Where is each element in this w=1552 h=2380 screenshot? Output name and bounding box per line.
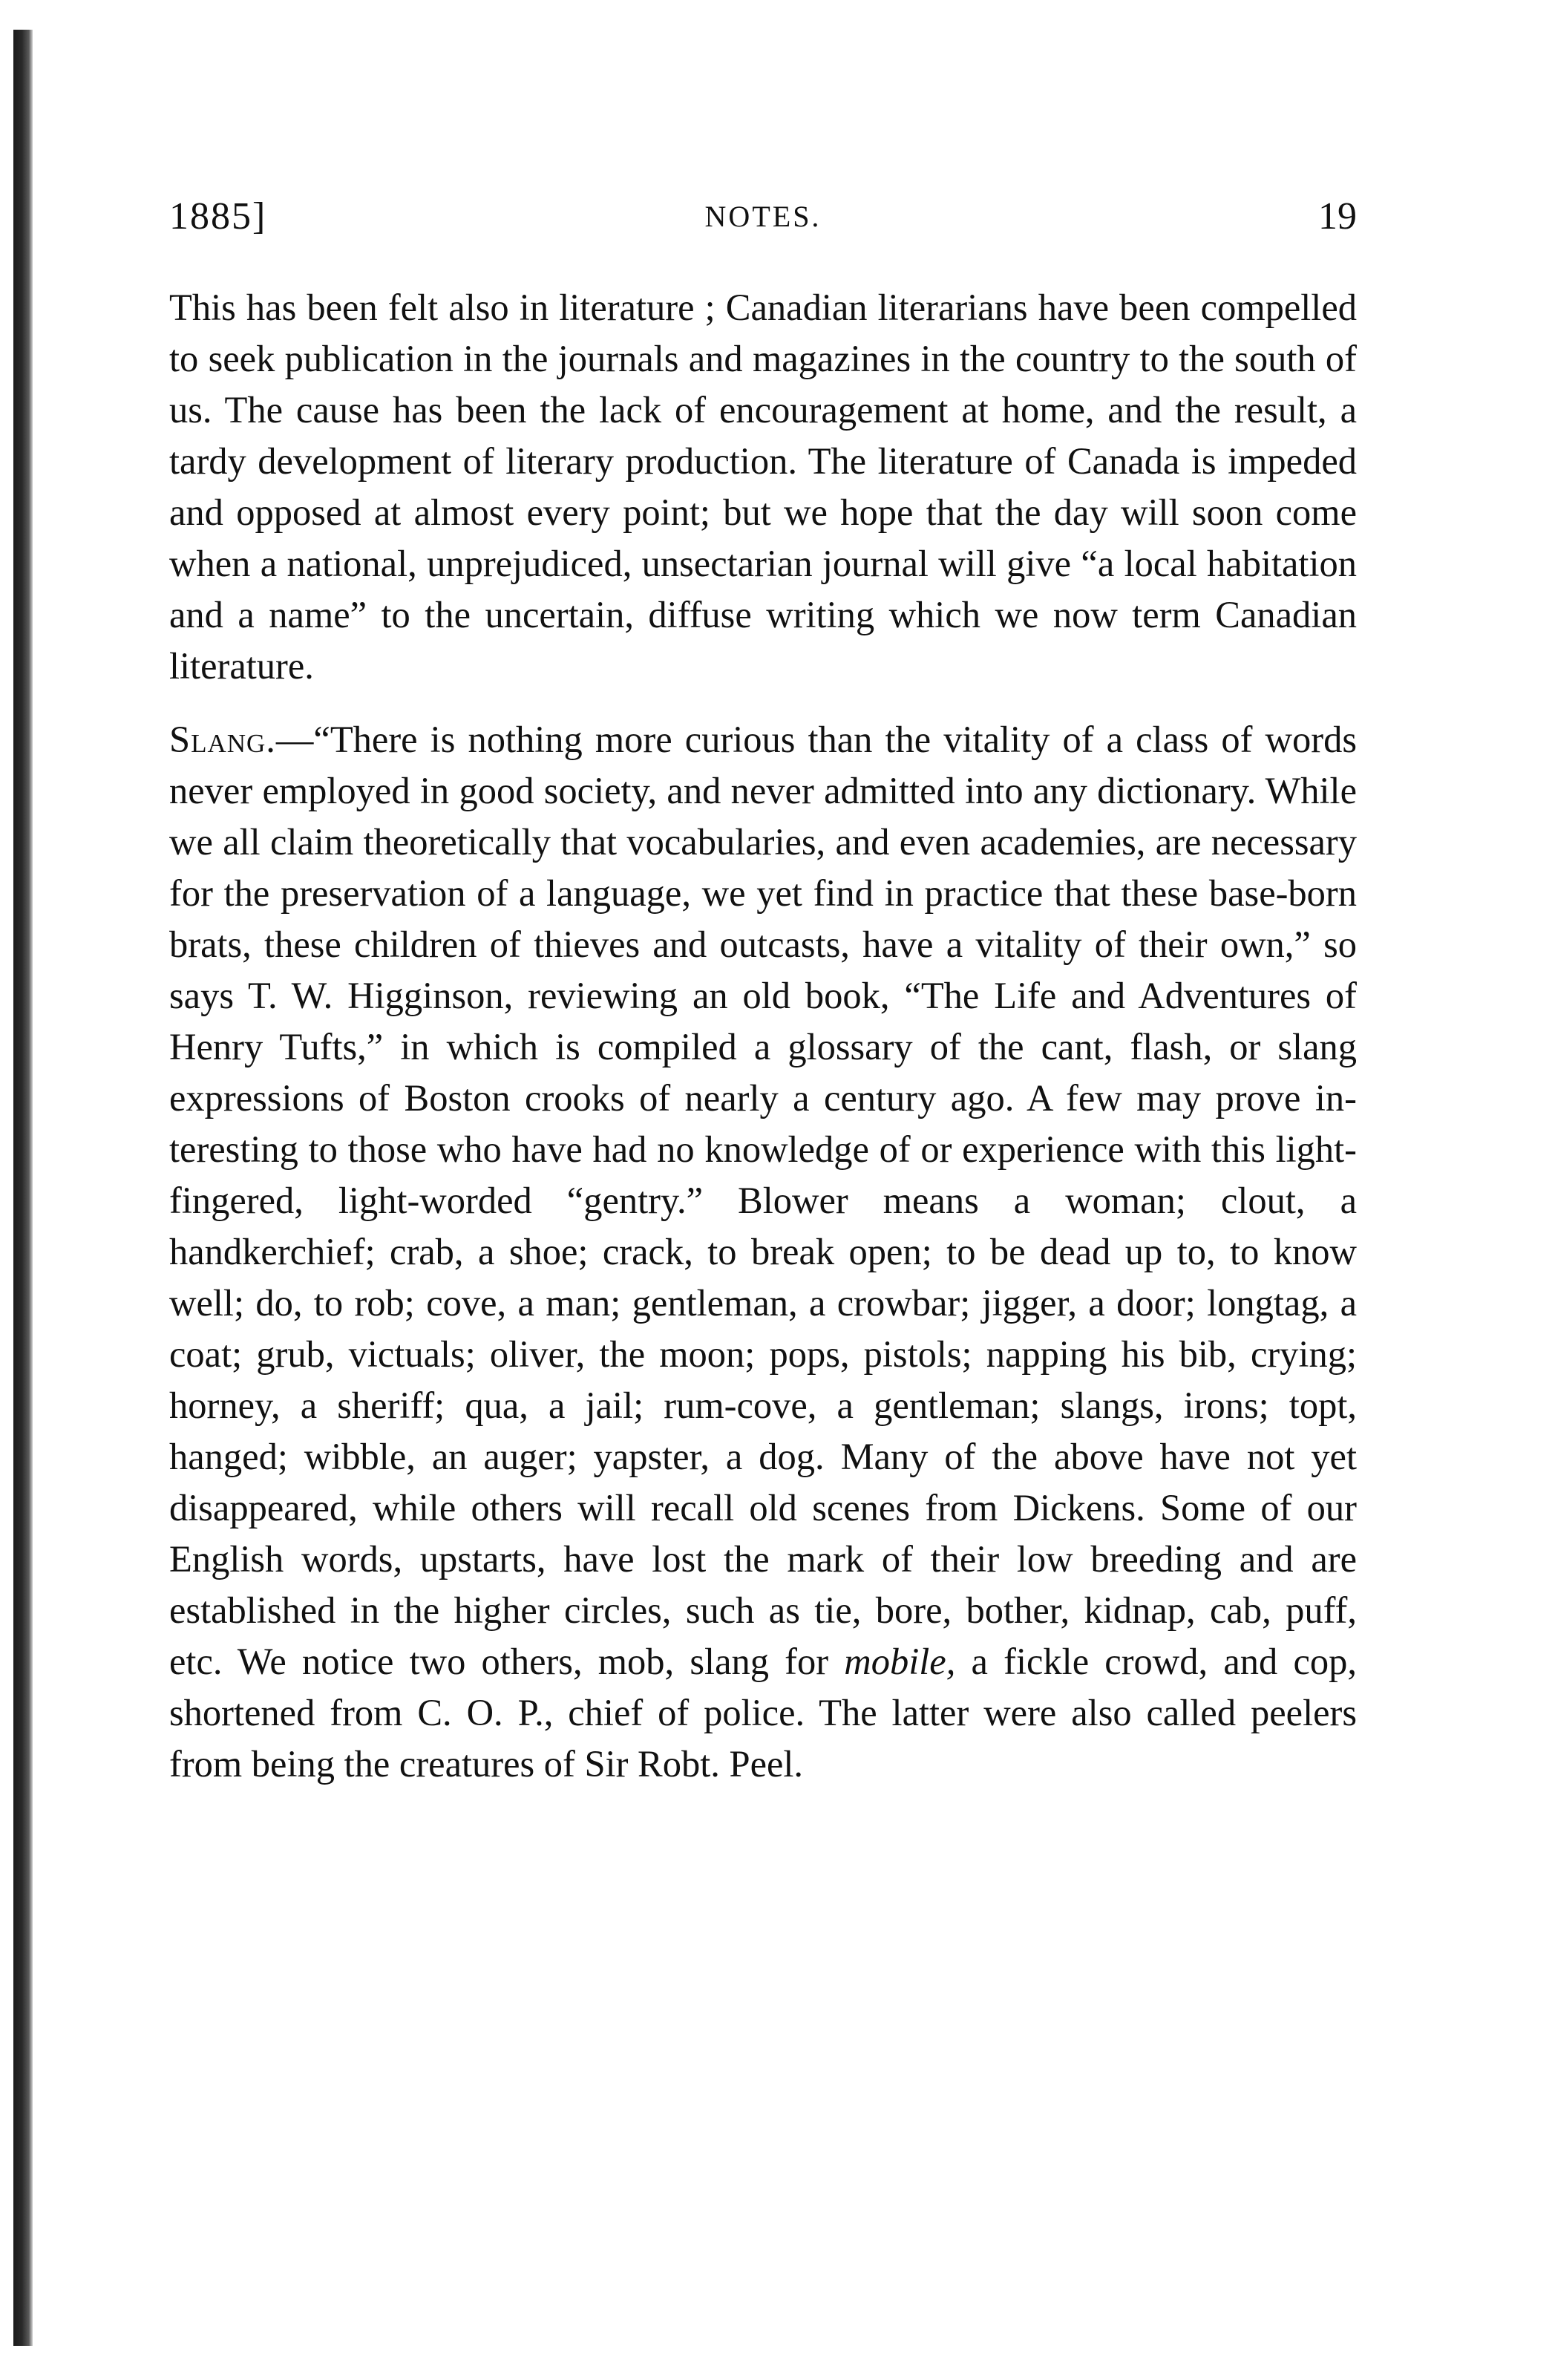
running-head-section-title: NOTES.: [704, 200, 822, 233]
slang-text-part-1: —“There is nothing more curious than the vitality of a class of words never employed in good society, and never admitted into any dictionary. While we all claim theoretically that vocabularies, and even academies, are necessary for the preservation of a language, we yet find in practice that these base-born brats, these children of thieves and outcasts, have a vitality of their own,” so says T. W. Higginson, reviewing an old book, “The Life and Adventures of Henry Tufts,” in which is compiled a glossary of the cant, flash, or slang expressions of Boston crooks of nearly a century ago. A few may prove interesting to those who have had no knowledge of or experience with this light-fingered, light-worded “gentry.” Blower means a woman; clout, a handkerchief; crab, a shoe; crack, to break open; to be dead up to, to know well; do, to rob; cove, a man; gentleman, a crowbar; jigger, a door; longtag, a coat; grub, victuals; oliver, the moon; pops, pistols; napping his bib, crying; horney, a sheriff; qua, a jail; rum-cove, a gentleman; slangs, irons; topt, hanged; wibble, an auger; yapster, a dog. Many of the above have not yet disappeared, while others will recall old scenes from Dickens. Some of our English words, upstarts, have lost the mark of their low breeding and are established in the higher circles, such as tie, bore, bother, kidnap, cab, puff, etc. We notice two others, mob, slang for: [169, 719, 1357, 1682]
running-head: [169, 194, 1357, 261]
page-number: 19: [1318, 195, 1357, 238]
slang-italic-word: mobile,: [844, 1641, 956, 1682]
slang-text-part-2: a fickle crowd, and cop, shortened from C. O. P., chief of police. The latter were also called peelers from being the creatures of Sir Robt. Peel.: [169, 1641, 1357, 1785]
slang-heading: Slang.: [169, 719, 276, 760]
body-text: [169, 282, 1357, 1790]
running-head-year: 1885]: [169, 195, 267, 238]
paragraph-slang: [169, 714, 1357, 1790]
binding-shadow: [13, 30, 33, 2346]
paragraph-literature: This has been felt also in literature ; Canadian literarians have been compelled to seek publication in the journals and magazines in the country to the south of us. The cause has been the lack of encouragement at home, and the result, a tardy development of literary production. The literature of Canada is impeded and opposed at almost every point; but we hope that the day will soon come when a national, unprejudiced, unsectarian journal will give “a local habitation and a name” to the uncertain, diffuse writing which we now term Canadian literature.: [169, 287, 1357, 687]
